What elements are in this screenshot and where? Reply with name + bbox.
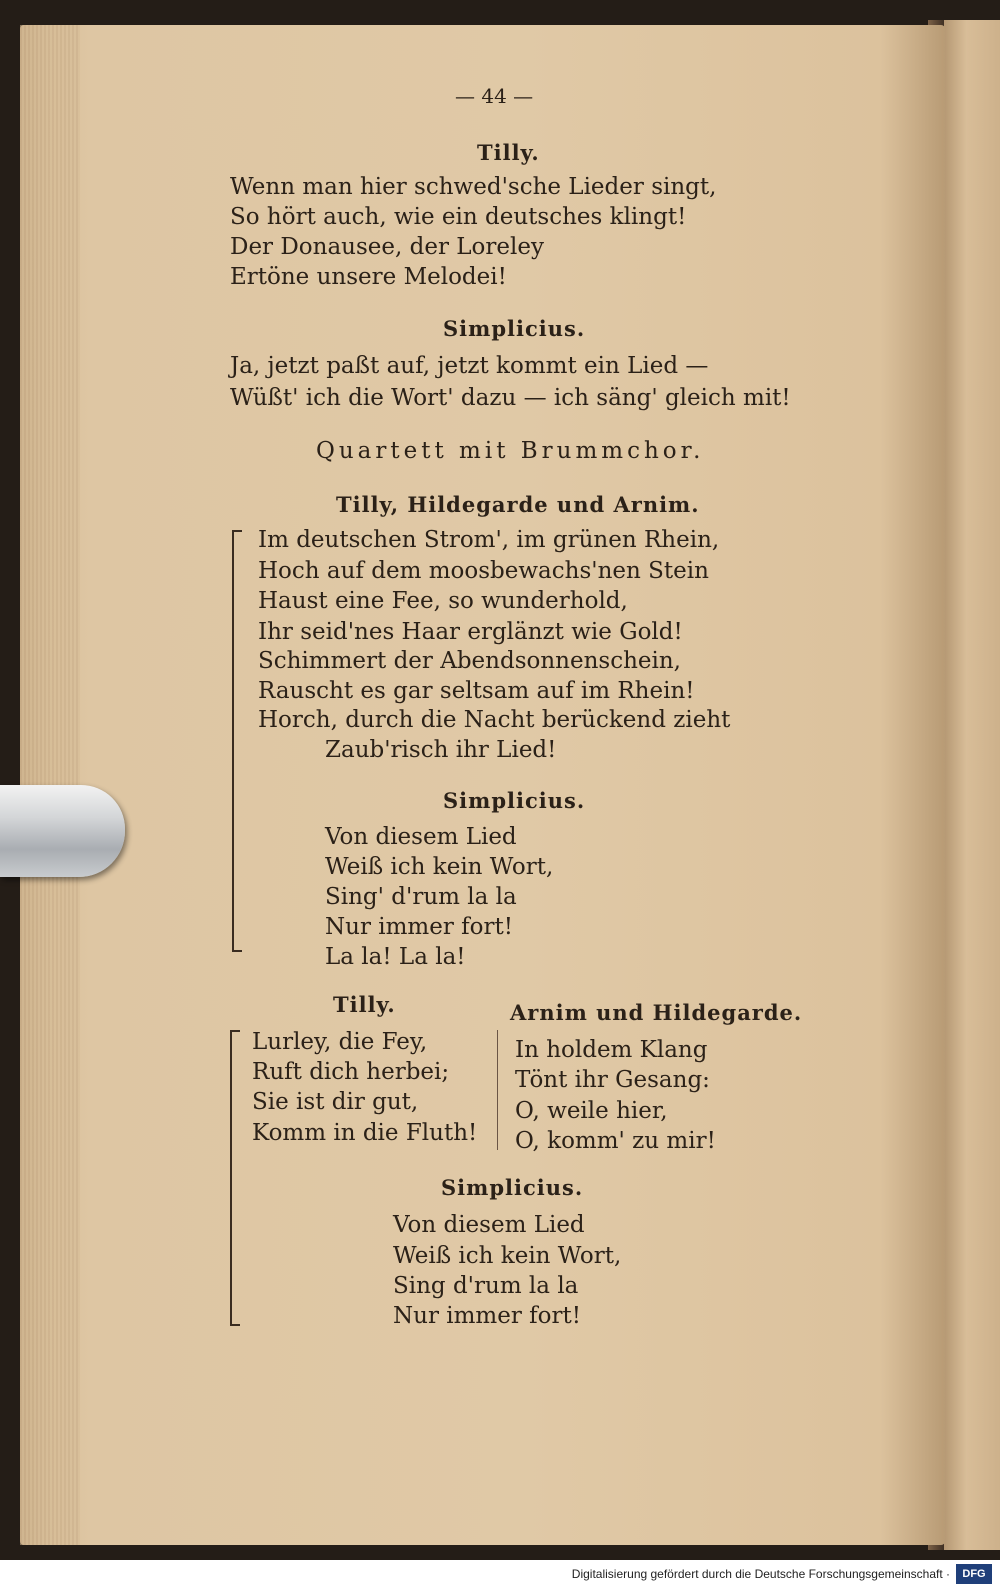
speaker-trio: Tilly, Hildegarde und Arnim.: [336, 492, 700, 517]
verse-line: Nur immer fort!: [325, 914, 513, 940]
column-divider: [497, 1030, 498, 1150]
verse-line: Zaub'risch ihr Lied!: [325, 737, 557, 763]
verse-line: Haust eine Fee, so wunderhold,: [258, 588, 628, 614]
verse-line: Nur immer fort!: [393, 1303, 581, 1329]
metal-clip-bookmark: [0, 785, 125, 877]
facing-page-edge: [944, 20, 1000, 1550]
speaker-arnim-hildegarde: Arnim und Hildegarde.: [510, 1000, 803, 1025]
verse-line: O, weile hier,: [515, 1098, 668, 1124]
verse-brace-upper: [232, 530, 242, 742]
speaker-simplicius-1: Simplicius.: [443, 316, 586, 341]
verse-line: O, komm' zu mir!: [515, 1128, 716, 1154]
dfg-logo: DFG: [956, 1564, 992, 1584]
verse-line: Der Donausee, der Loreley: [230, 234, 544, 260]
verse-line: Rauscht es gar seltsam auf im Rhein!: [258, 678, 695, 704]
verse-line: Komm in die Fluth!: [252, 1120, 478, 1146]
section-title: Quartett mit Brummchor.: [316, 438, 705, 464]
speaker-simplicius-2: Simplicius.: [443, 788, 586, 813]
verse-line: Im deutschen Strom', im grünen Rhein,: [258, 527, 720, 553]
verse-line: Sing' d'rum la la: [325, 884, 517, 910]
verse-line: Hoch auf dem moosbewachs'nen Stein: [258, 558, 709, 584]
verse-line: In holdem Klang: [515, 1037, 708, 1063]
verse-brace-upper-2: [230, 1030, 240, 1178]
speaker-simplicius-3: Simplicius.: [441, 1175, 584, 1200]
verse-line: Wenn man hier schwed'sche Lieder singt,: [230, 174, 717, 200]
verse-brace-lower-2: [230, 1176, 240, 1326]
verse-line: Ja, jetzt paßt auf, jetzt kommt ein Lied —: [230, 353, 709, 379]
verse-line: Sing d'rum la la: [393, 1273, 579, 1299]
verse-line: Lurley, die Fey,: [252, 1029, 428, 1055]
verse-line: Von diesem Lied: [393, 1212, 585, 1238]
verse-line: Von diesem Lied: [325, 824, 517, 850]
verse-line: La la! La la!: [325, 944, 466, 970]
verse-line: Wüßt' ich die Wort' dazu — ich säng' gleich mit!: [230, 385, 791, 411]
verse-line: Horch, durch die Nacht berückend zieht: [258, 707, 731, 733]
funding-credit: Digitalisierung gefördert durch die Deutsche Forschungsgemeinschaft ·: [571, 1567, 950, 1581]
page-number: — 44 —: [455, 84, 534, 108]
speaker-tilly-2: Tilly.: [333, 992, 396, 1017]
verse-line: Ihr seid'nes Haar erglänzt wie Gold!: [258, 619, 683, 645]
verse-line: Tönt ihr Gesang:: [515, 1067, 710, 1093]
verse-line: Schimmert der Abendsonnenschein,: [258, 648, 681, 674]
verse-line: Weiß ich kein Wort,: [393, 1243, 622, 1269]
speaker-tilly-1: Tilly.: [477, 140, 540, 165]
verse-line: Sie ist dir gut,: [252, 1089, 419, 1115]
digitization-footer: [0, 1560, 1000, 1591]
verse-line: Weiß ich kein Wort,: [325, 854, 554, 880]
verse-line: Ruft dich herbei;: [252, 1059, 450, 1085]
verse-line: Ertöne unsere Melodei!: [230, 264, 507, 290]
verse-brace-lower: [232, 740, 242, 952]
verse-line: So hört auch, wie ein deutsches klingt!: [230, 204, 687, 230]
